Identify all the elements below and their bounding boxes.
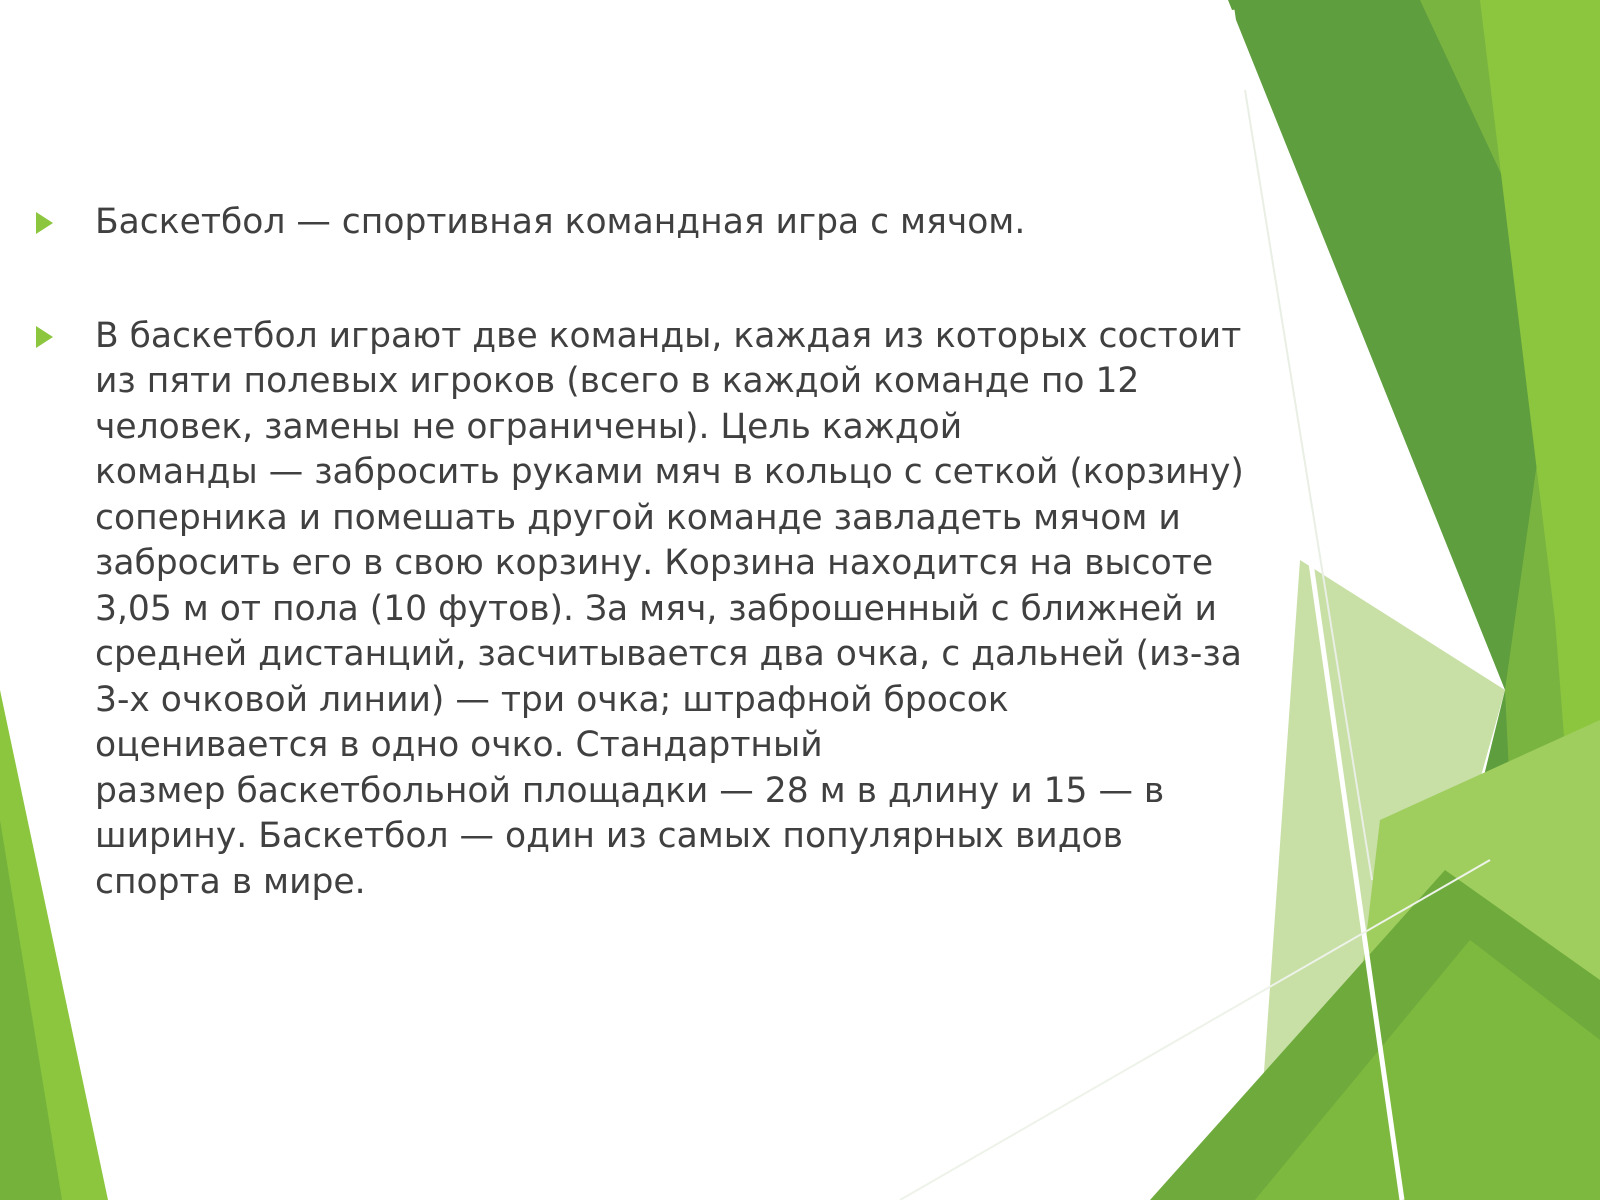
triangle-bullet-icon: [36, 326, 53, 348]
bullet-item-rules: [36, 314, 1276, 906]
bullet-item-definition: [36, 200, 1276, 246]
bullet-list: [36, 200, 1276, 905]
triangle-bullet-icon: [36, 212, 53, 234]
bullet-text: В баскетбол играют две команды, каждая из которых состоит из пяти полевых игроков (всего в каждой команде по 12 человек, замены не ограничены). Цель каждой команды — забросить руками мяч в кольцо с сеткой (корзину) соперника и помешать другой команде завладеть мячом и забросить его в свою корзину. Корзина находится на высоте 3,05 м от пола (10 футов). За мяч, заброшенный с ближней и средней дистанций, засчитывается два очка, с дальней (из-за 3-х очковой линии) — три очка; штрафной бросок оценивается в одно очко. Стандартный размер баскетбольной площадки — 28 м в длину и 15 — в ширину. Баскетбол — один из самых популярных видов спорта в мире.: [95, 315, 1244, 902]
bullet-text: Баскетбол — спортивная командная игра с мячом.: [95, 202, 1026, 242]
